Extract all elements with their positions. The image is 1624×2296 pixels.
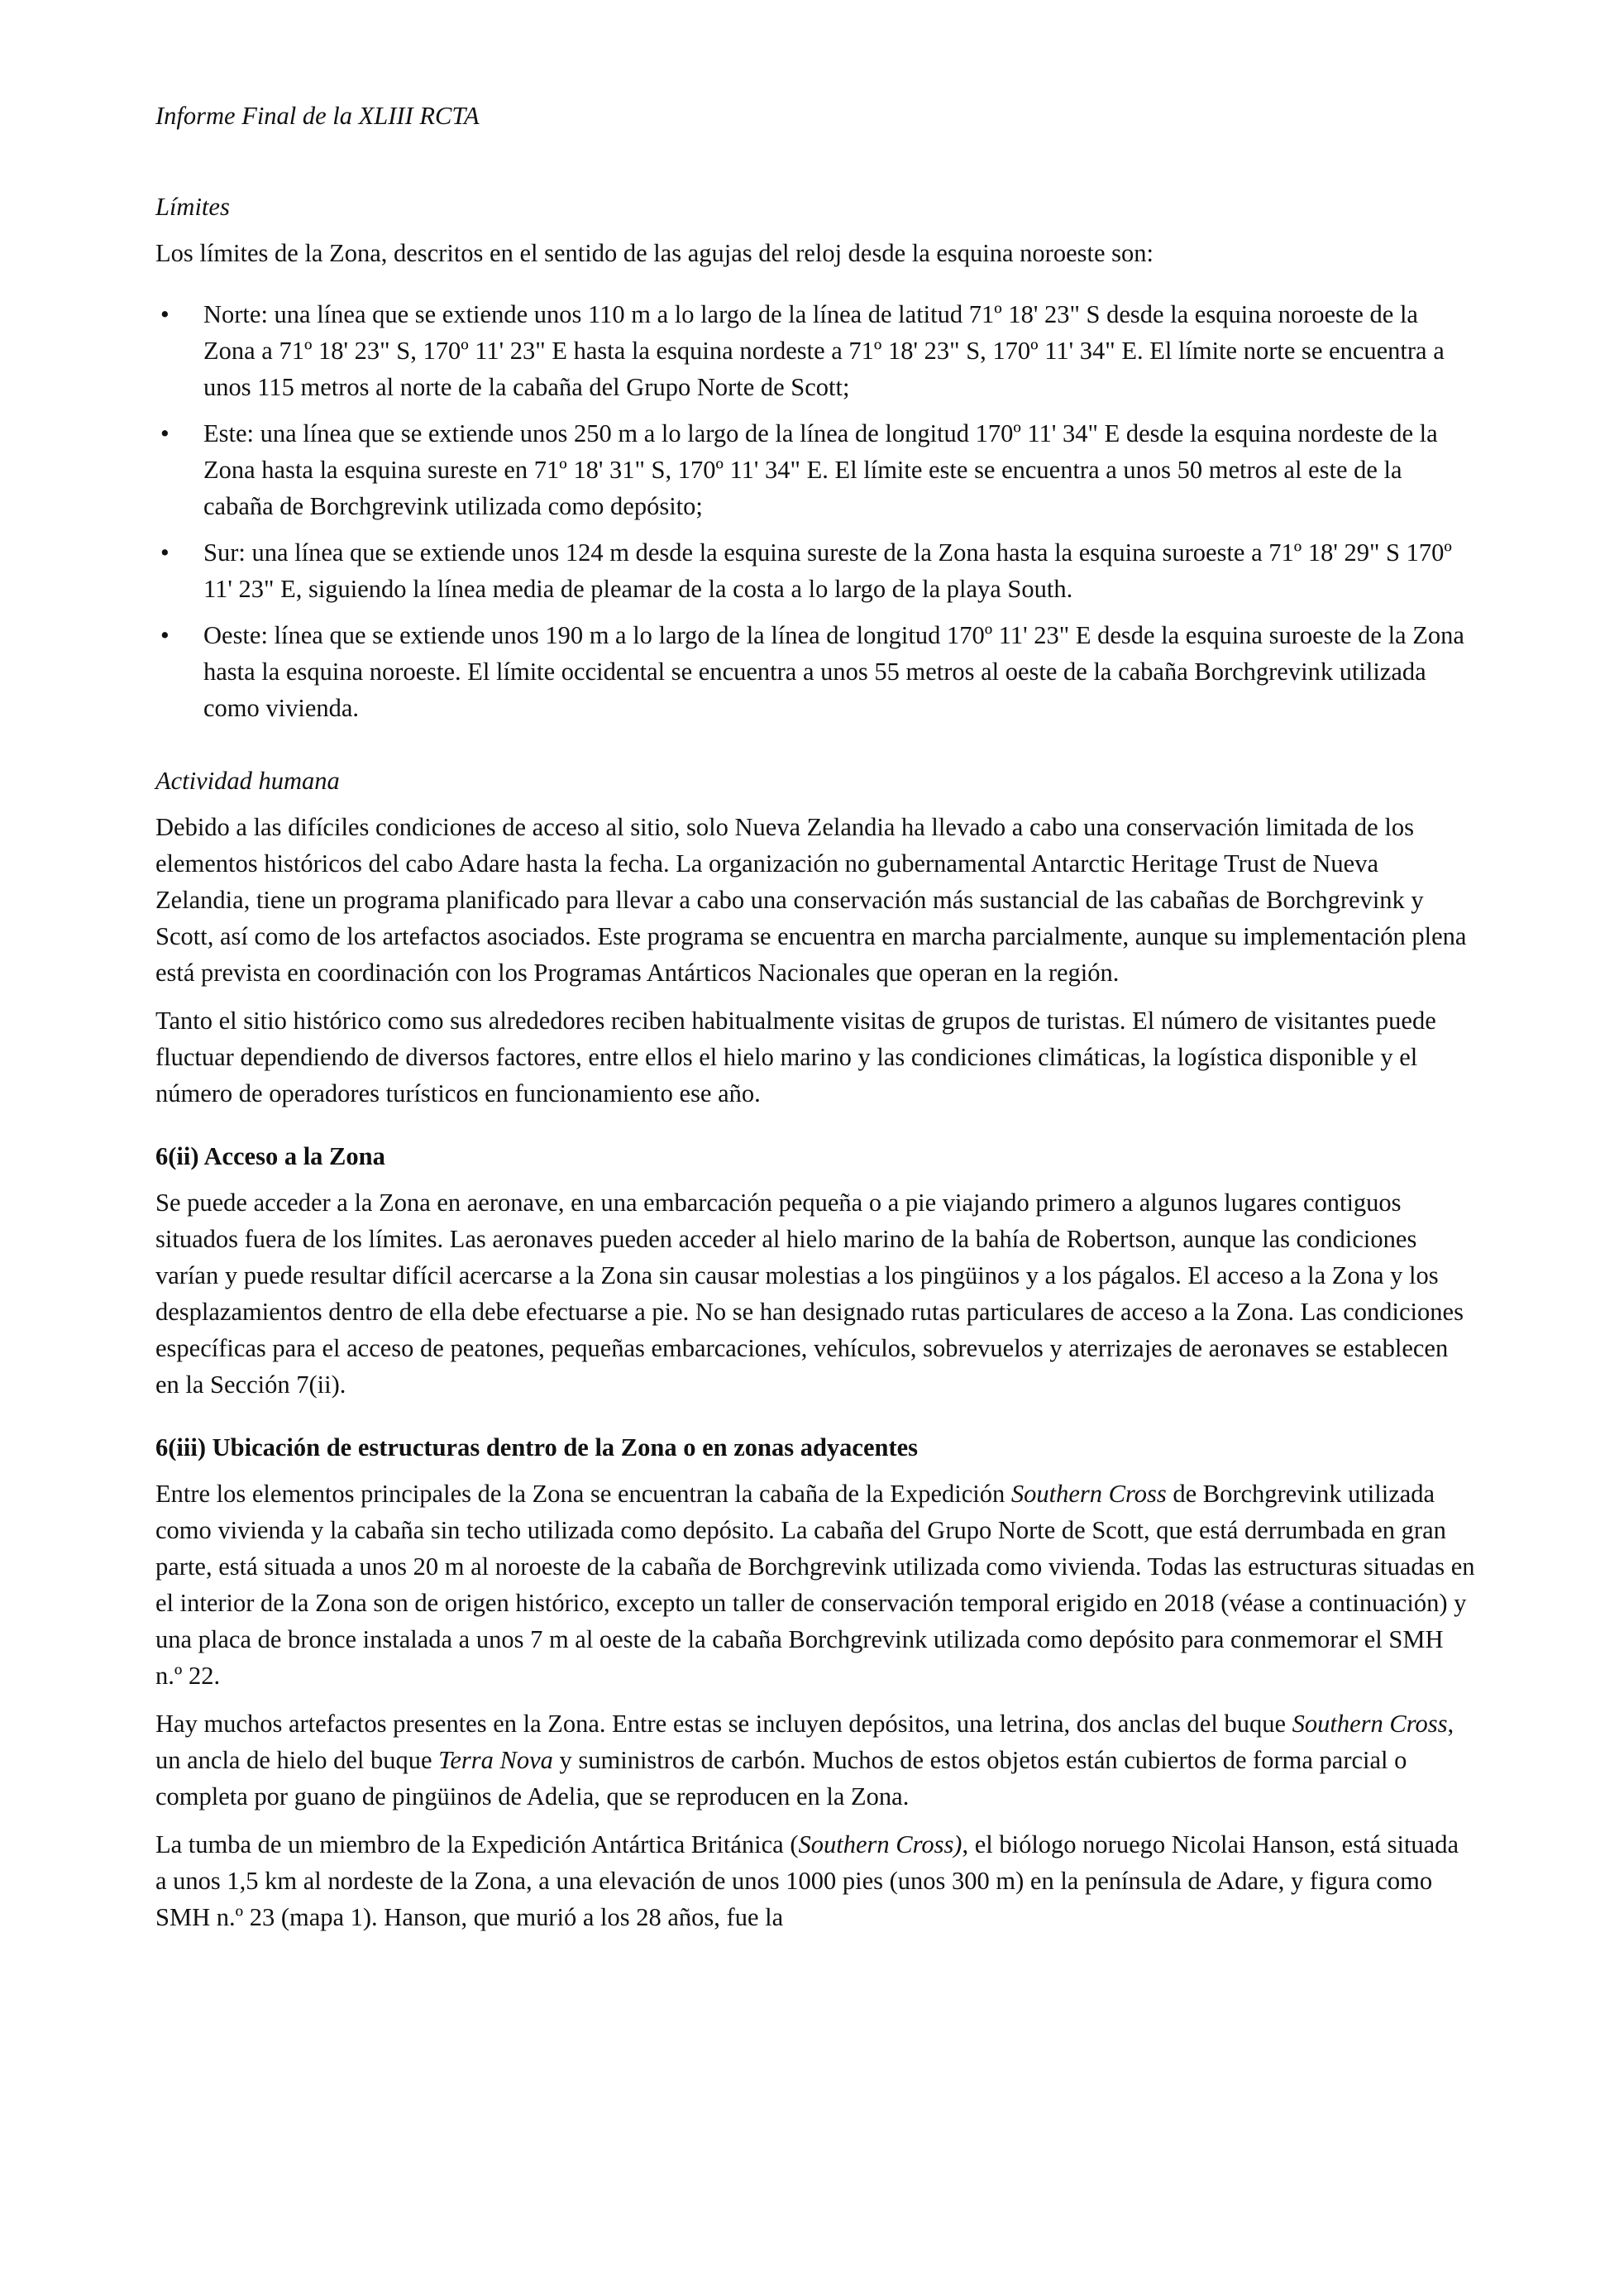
document-page (155, 98, 1475, 1947)
list-item-sur (155, 534, 1475, 607)
list-item-text: Sur: una línea que se extiende unos 124 m desde la esquina sureste de la Zona hasta la esquina suroeste a 71º 18' 29" S 170º 11' 23" E, siguiendo la línea media de pleamar de la costa a lo largo de la playa South. (203, 538, 1452, 603)
estructuras-paragraph-3 (155, 1826, 1475, 1935)
text-run: y suministros de carbón. Muchos de estos objetos están cubiertos de forma parcial o completa por guano de pingüinos de Adelia, que se reproducen en la Zona. (155, 1746, 1407, 1810)
text-run: La tumba de un miembro de la Expedición Antártica Británica ( (155, 1830, 799, 1858)
list-item-este (155, 415, 1475, 524)
bullet-icon: • (160, 419, 170, 447)
ship-name: Southern Cross (1010, 1480, 1167, 1508)
estructuras-paragraph-1 (155, 1476, 1475, 1694)
bullet-icon: • (160, 621, 170, 649)
actividad-paragraph-2: Tanto el sitio histórico como sus alrededores reciben habitualmente visitas de grupos de turistas. El número de visitantes puede fluctuar dependiendo de diversos factores, entre ellos el hielo marino y las condiciones climáticas, la logística disponible y el número de operadores turísticos en funcionamiento ese año. (155, 1007, 1436, 1107)
bullet-icon: • (160, 538, 170, 567)
ship-name: Terra Nova (438, 1746, 553, 1774)
estructuras-paragraph-2 (155, 1705, 1475, 1815)
ship-name: Southern Cross) (798, 1830, 962, 1858)
actividad-heading: Actividad humana (155, 767, 340, 795)
text-run: Hay muchos artefactos presentes en la Zona. Entre estas se incluyen depósitos, una letrina, dos anclas del buque (155, 1710, 1292, 1738)
list-item-text: Oeste: línea que se extiende unos 190 m a lo largo de la línea de longitud 170º 11' 23" E desde la esquina suroeste de la Zona hasta la esquina noroeste. El límite occidental se encuentra a unos 55 metros al oeste de la cabaña Borchgrevink utilizada como vivienda. (203, 621, 1464, 722)
acceso-heading: 6(ii) Acceso a la Zona (155, 1142, 385, 1170)
acceso-paragraph: Se puede acceder a la Zona en aeronave, en una embarcación pequeña o a pie viajando primero a algunos lugares contiguos situados fuera de los límites. Las aeronaves pueden acceder al hielo marino de la bahía de Robertson, aunque las condiciones varían y puede resultar difícil acercarse a la Zona sin causar molestias a los pingüinos y a los págalos. El acceso a la Zona y los desplazamientos dentro de ella debe efectuarse a pie. No se han designado rutas particulares de acceso a la Zona. Las condiciones específicas para el acceso de peatones, pequeñas embarcaciones, vehículos, sobrevuelos y aterrizajes de aeronaves se establecen en la Sección 7(ii). (155, 1189, 1464, 1399)
text-run: Entre los elementos principales de la Zona se encuentran la cabaña de la Expedición (155, 1480, 1011, 1508)
bullet-icon: • (160, 300, 170, 328)
text-run: , el biólogo noruego Nicolai Hanson, está situada a unos 1,5 km al nordeste de la Zona, a una elevación de unos 1000 pies (unos 300 m) en la península de Adare, y figura como SMH n.º 23 (mapa 1). Hanson, que murió a los 28 años, fue la (155, 1830, 1459, 1931)
list-item-text: Norte: una línea que se extiende unos 110 m a lo largo de la línea de latitud 71º 18' 23" S desde la esquina noroeste de la Zona a 71º 18' 23" S, 170º 11' 23" E hasta la esquina nordeste a 71º 18' 23" S, 170º 11' 34" E. El límite norte se encuentra a unos 115 metros al norte de la cabaña del Grupo Norte de Scott; (203, 300, 1445, 401)
limites-heading: Límites (155, 193, 230, 221)
limites-list (155, 296, 1475, 726)
actividad-paragraph-1: Debido a las difíciles condiciones de acceso al sitio, solo Nueva Zelandia ha llevado a cabo una conservación limitada de los elementos históricos del cabo Adare hasta la fecha. La organización no gubernamental Antarctic Heritage Trust de Nueva Zelandia, tiene un programa planificado para llevar a cabo una conservación más sustancial de las cabañas de Borchgrevink y Scott, así como de los artefactos asociados. Este programa se encuentra en marcha parcialmente, aunque su implementación plena está prevista en coordinación con los Programas Antárticos Nacionales que operan en la región. (155, 813, 1467, 987)
running-header: Informe Final de la XLIII RCTA (155, 102, 480, 130)
estructuras-heading: 6(iii) Ubicación de estructuras dentro de la Zona o en zonas adyacentes (155, 1433, 919, 1461)
list-item-text: Este: una línea que se extiende unos 250 m a lo largo de la línea de longitud 170º 11' 34" E desde la esquina nordeste de la Zona hasta la esquina sureste en 71º 18' 31" S, 170º 11' 34" E. El límite este se encuentra a unos 50 metros al este de la cabaña de Borchgrevink utilizada como depósito; (203, 419, 1438, 520)
text-run: de Borchgrevink utilizada como vivienda y la cabaña sin techo utilizada como depósito. La cabaña del Grupo Norte de Scott, que está derrumbada en gran parte, está situada a unos 20 m al noroeste de la cabaña de Borchgrevink utilizada como vivienda. Todas las estructuras situadas en el interior de la Zona son de origen histórico, excepto un taller de conservación temporal erigido en 2018 (véase a continuación) y una placa de bronce instalada a unos 7 m al oeste de la cabaña Borchgrevink utilizada como depósito para conmemorar el SMH n.º 22. (155, 1480, 1475, 1690)
limites-intro: Los límites de la Zona, descritos en el sentido de las agujas del reloj desde la esquina noroeste son: (155, 239, 1154, 267)
list-item-oeste (155, 617, 1475, 726)
ship-name: Southern Cross (1292, 1710, 1448, 1738)
list-item-norte (155, 296, 1475, 405)
text-run: , un ancla de hielo del buque (155, 1710, 1454, 1774)
